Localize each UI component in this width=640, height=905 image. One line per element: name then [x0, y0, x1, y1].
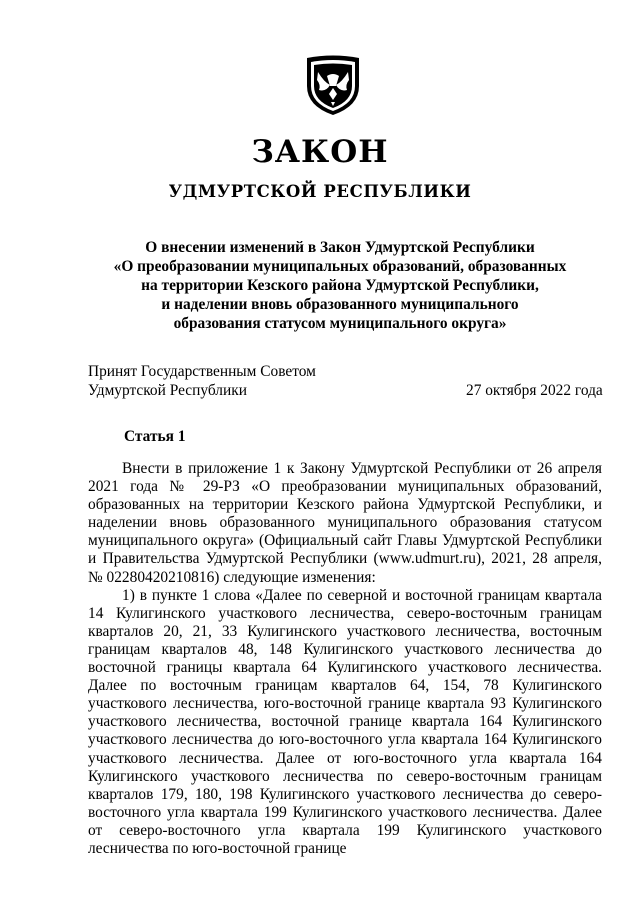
paragraph: 1) в пункте 1 слова «Далее по северной и восточной границам квартала 14 Кулигинского участкового лесничества, северо-восточным границам кварталов 20, 21, 33 Кулигинского участкового лесничества, восточным границам кварталов 48, 148 Кулигинского участкового лесничества до восточной границы квартала 64 Кулигинского участкового лесничества. Далее по восточным границам кварталов 64, 154, 78 Кулигинского участкового лесничества, юго-восточной границе квартала 93 Кулигинского участкового лесничества, восточной границе квартала 164 Кулигинского участкового лесничества до юго-восточного угла квартала 164 Кулигинского участкового лесничества. Далее от юго-восточного угла квартала 164 Кулигинского участкового лесничества по северо-восточным границам кварталов 179, 180, 198 Кулигинского участкового лесничества до северо-восточного угла квартала 199 Кулигинского участкового лесничества. Далее от северо-восточного угла квартала 199 Кулигинского участкового лесничества по юго-восточной границе — [88, 586, 602, 857]
article-body — [88, 460, 602, 858]
law-heading-line: и наделении вновь образованного муниципального — [161, 296, 519, 313]
paragraph: Внести в приложение 1 к Закону Удмуртской Республики от 26 апреля 2021 года № 29-РЗ «О преобразовании муниципальных образований, образованных на территории Кезского района Удмуртской Республики, и наделении вновь образованного муниципального образования статусом муниципального округа» (Официальный сайт Главы Удмуртской Республики и Правительства Удмуртской Республики (www.udmurt.ru), 2021, 28 апреля, № 02280420210816) следующие изменения: — [88, 460, 602, 586]
article-title: Статья 1 — [124, 428, 186, 445]
adopted-by-line: Удмуртской Республики — [88, 382, 247, 399]
law-heading-line: О внесении изменений в Закон Удмуртской Республики — [145, 239, 535, 256]
law-heading — [90, 238, 590, 333]
law-heading-line: на территории Кезского района Удмуртской Республики, — [141, 277, 539, 294]
adopted-by-line: Принят Государственным Советом — [88, 363, 316, 380]
document-subtitle: УДМУРТСКОЙ РЕСПУБЛИКИ — [168, 182, 472, 201]
law-heading-line: «О преобразовании муниципальных образований, образованных — [113, 258, 567, 275]
law-heading-line: образования статусом муниципального округа» — [173, 315, 507, 332]
document-title: ЗАКОН — [251, 134, 389, 170]
udmurtia-coat-of-arms-icon — [302, 52, 364, 118]
adoption-date: 27 октября 2022 года — [466, 382, 603, 399]
